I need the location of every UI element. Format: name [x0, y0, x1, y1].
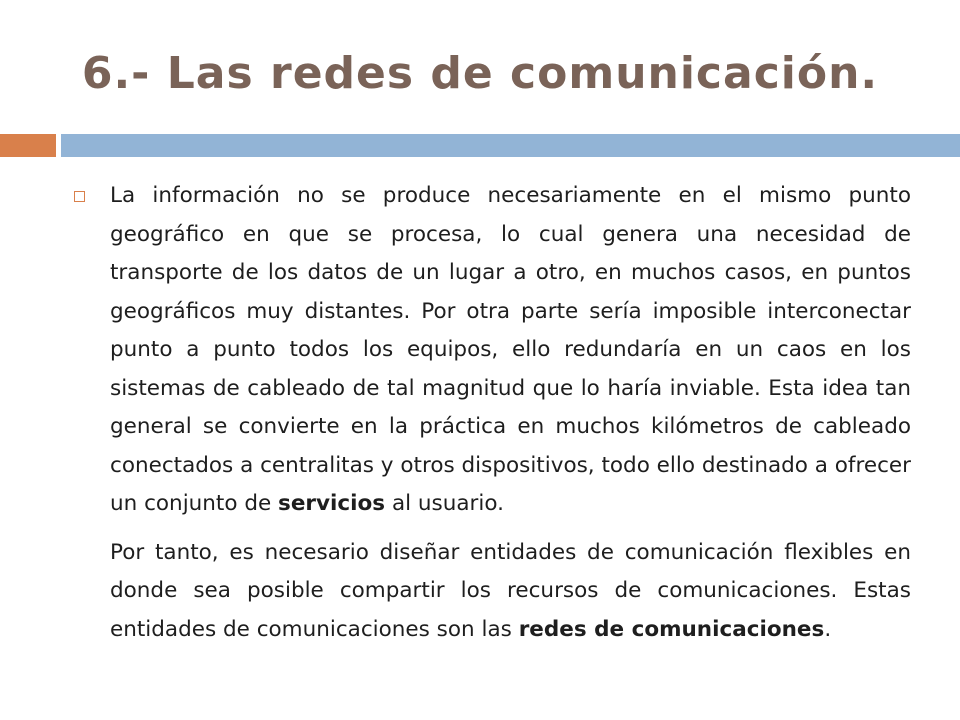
- hollow-square-bullet-icon: [74, 191, 85, 202]
- slide-body: [110, 177, 911, 649]
- paragraph-1-text: La información no se produce necesariamente en el mismo punto geográfico en que se procesa, lo cual genera una necesidad de transporte de los datos de un lugar a otro, en muchos casos, en puntos geográficos muy distantes. Por otra parte sería imposible interconectar punto a punto todos los equipos, ello redundaría en un caos en los sistemas de cableado de tal magnitud que lo haría inviable. Esta idea tan general se convierte en la práctica en muchos kilómetros de cableado conectados a centralitas y otros dispositivos, todo ello destinado a ofrecer un conjunto de: [110, 183, 911, 516]
- slide-title: 6.- Las redes de comunicación.: [81, 48, 879, 99]
- paragraph-2-text: Por tanto, es necesario diseñar entidades de comunicación flexibles en donde sea posible compartir los recursos de comunicaciones. Estas entidades de comunicaciones son las: [110, 539, 911, 642]
- paragraph-2-ending: .: [824, 616, 832, 642]
- paragraph-2-bold-term: redes de comunicaciones: [518, 616, 825, 642]
- title-underline-accent-orange: [0, 134, 56, 157]
- paragraph-1-bold-term: servicios: [278, 491, 386, 516]
- body-paragraph-2: [110, 534, 911, 650]
- body-paragraph-1: [110, 177, 911, 524]
- paragraph-1-ending: al usuario.: [385, 491, 504, 516]
- title-underline-accent-blue: [61, 134, 960, 157]
